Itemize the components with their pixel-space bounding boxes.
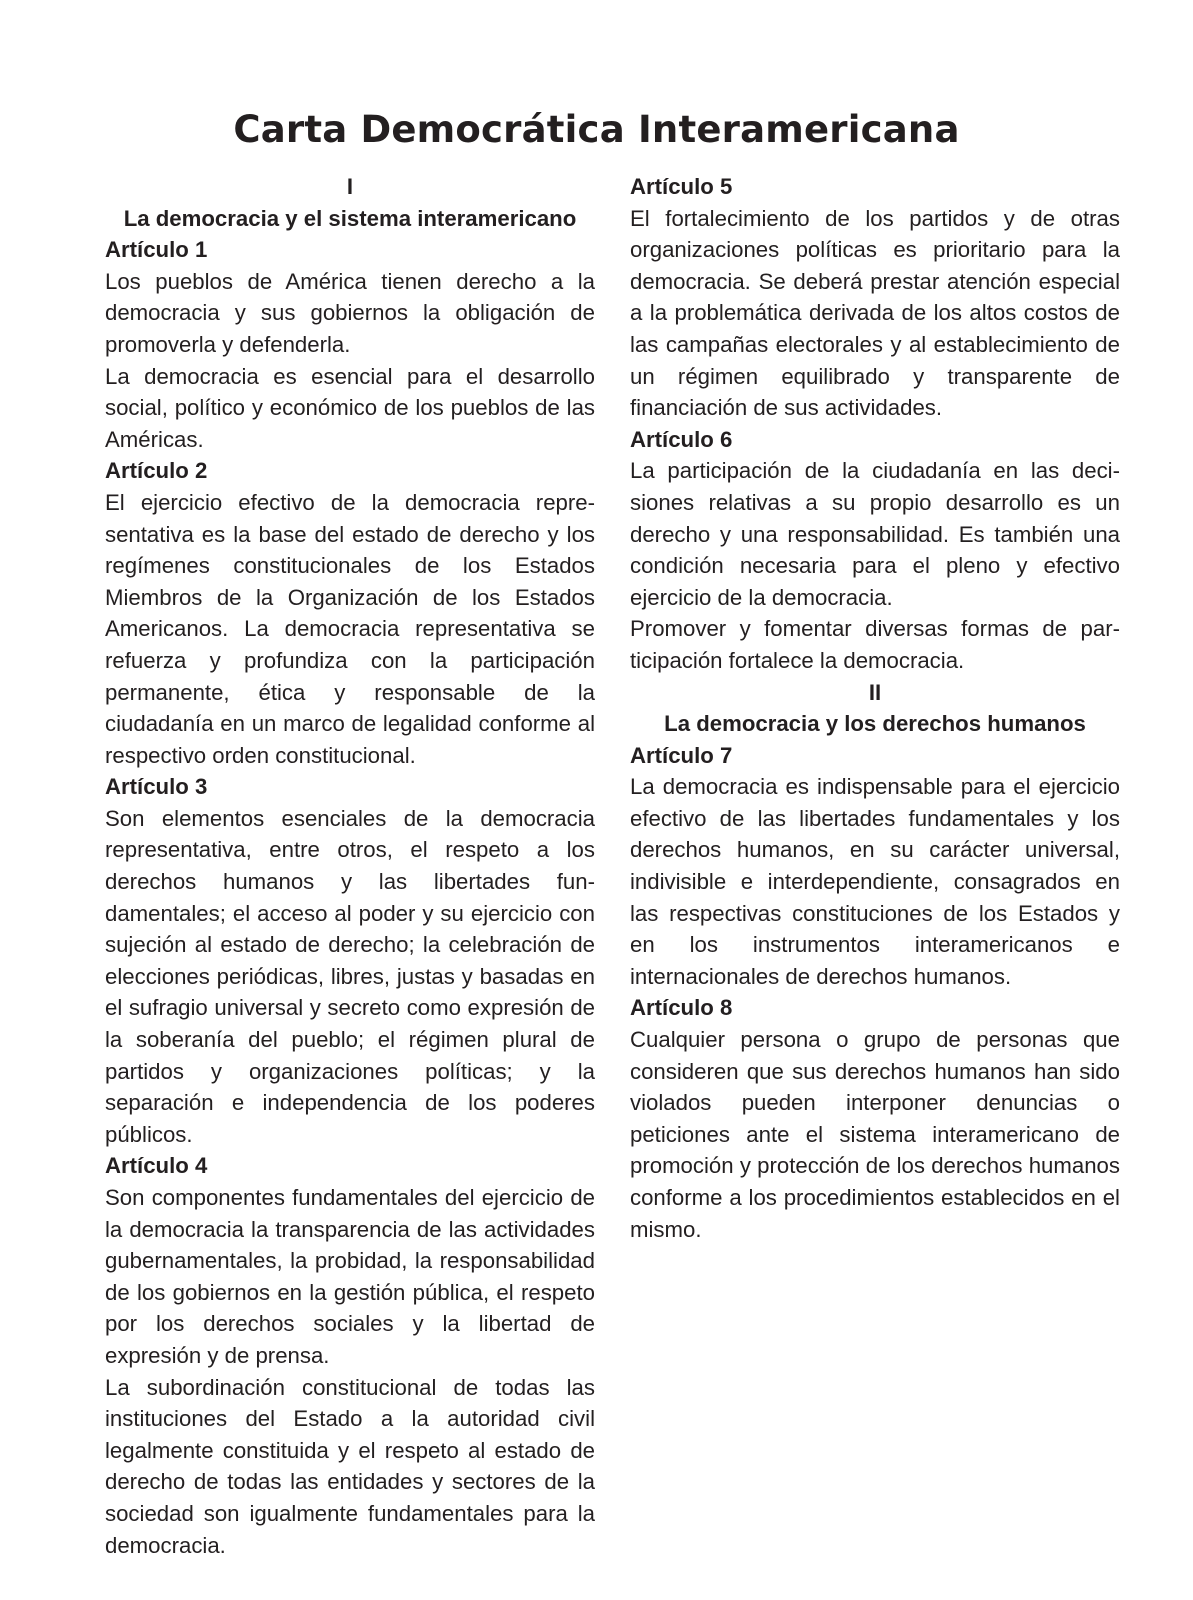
article-heading: Artículo 4 [105,1153,208,1179]
article-paragraph: Promover y fomentar diversas formas de participación fortalece la democracia. [630,616,1120,673]
section-number: I [346,174,354,199]
article-heading: Artículo 8 [630,995,733,1021]
article-heading: Artículo 5 [630,174,733,199]
document-title: Carta Democrática Interamericana [233,108,960,151]
article-paragraph: Los pueblos de América tienen derecho a la democracia y sus gobiernos la obligación de promoverla y defenderla. [105,268,595,357]
article-heading: Artículo 7 [630,742,733,768]
article-paragraph: El fortalecimiento de los partidos y de otras organizaciones políticas es prioritario para la democracia. Se deberá prestar atención especial a la problemática derivada de los altos costos de las campañas electorales y al establecimiento de un régimen equilibrado y transparente de financiación de sus actividades. [630,205,1120,421]
article-paragraph: Son elementos esenciales de la democracia representativa, entre otros, el respeto a los derechos humanos y las libertades fundamentales; el acceso al poder y su ejercicio con sujeción al estado de derecho; la celebración de elecciones periódicas, libres, justas y basadas en el sufragio universal y secreto como expresión de la soberanía del pueblo; el régimen plural de partidos y organizaciones políticas; y la separación e independencia de los poderes públicos. [105,805,595,1147]
article-paragraph: El ejercicio efectivo de la democracia representativa es la base del estado de derecho y los regímenes constitucionales de los Estados Miembros de la Organización de los Estados Americanos. La democracia representativa se refuerza y profundiza con la participación permanente, ética y responsable de la ciudadanía en un marco de legalidad conforme al respectivo orden constitucional. [105,489,595,768]
article-paragraph: La participación de la ciudadanía en las decisiones relativas a su propio desarrollo es un derecho y una responsabilidad. Es también una condición necesaria para el pleno y efectivo ejercicio de la democracia. [630,458,1120,610]
section-number: II [868,679,882,705]
article-paragraph: La democracia es esencial para el desarrollo social, político y económico de los pueblos de las Américas. [105,363,595,452]
article-heading: Artículo 6 [630,426,733,452]
article-paragraph: La democracia es indispensable para el ejercicio efectivo de las libertades fundamentales y los derechos humanos, en su carácter universal, indivisible e interdependiente, consagrados en las respectivas constituciones de los Estados y en los instrumentos interamericanos e internacionales de derechos humanos. [630,774,1120,989]
article-heading: Artículo 2 [105,458,208,484]
article-heading: Artículo 3 [105,774,208,800]
article-heading: Artículo 1 [105,237,208,263]
left-column [105,171,595,1561]
right-column [630,171,1120,1245]
article-paragraph: La subordinación constitucional de todas las instituciones del Estado a la autoridad civil legalmente constituida y el respeto al estado de derecho de todas las entidades y sectores de la sociedad son igualmente fundamentales para la democracia. [105,1374,595,1558]
section-title: La democracia y los derechos humanos [664,711,1086,737]
article-paragraph: Son componentes fundamentales del ejercicio de la democracia la transparencia de las actividades gubernamentales, la probidad, la responsabilidad de los gobiernos en la gestión pública, el respeto por los derechos sociales y la libertad de expresión y de prensa. [105,1185,595,1368]
section-title: La democracia y el sistema interamericano [123,205,577,231]
article-paragraph: Cualquier persona o grupo de personas que consideren que sus derechos humanos han sido violados pueden interponer denuncias o peticiones ante el sistema interamericano de promoción y protección de los derechos humanos conforme a los procedimientos establecidos en el mismo. [630,1027,1120,1242]
